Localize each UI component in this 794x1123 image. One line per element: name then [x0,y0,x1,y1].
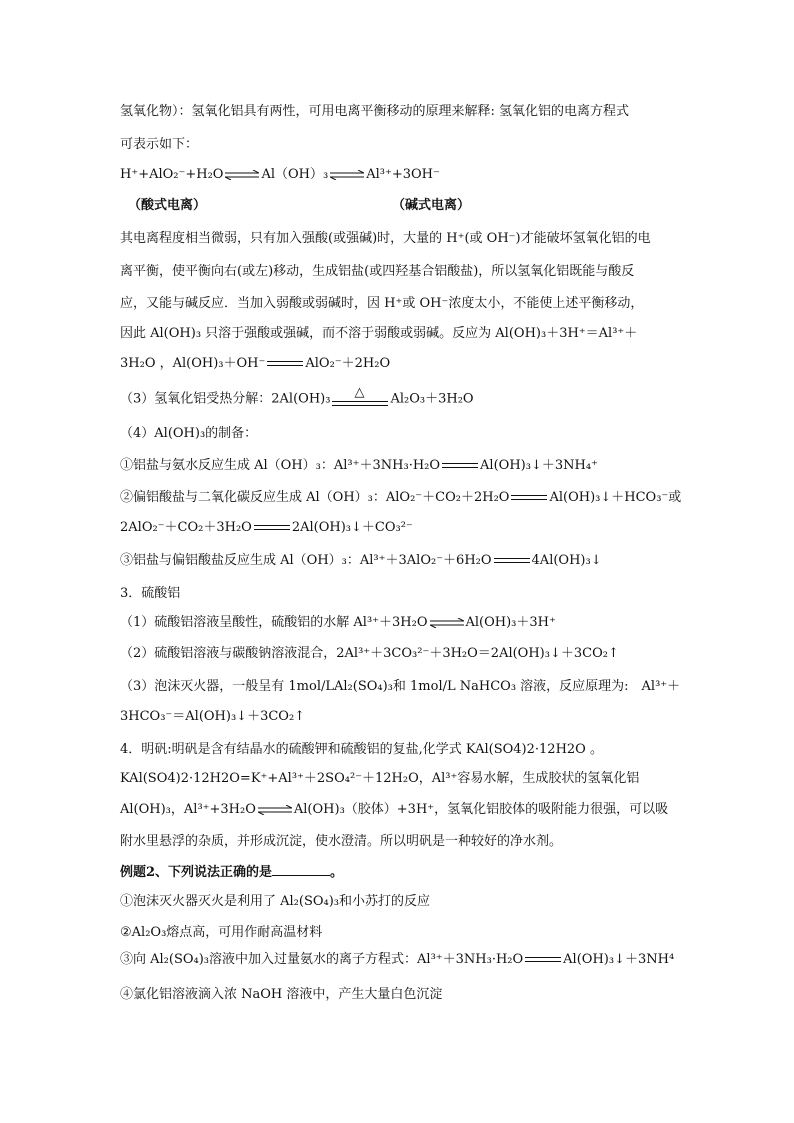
text-line: 其电离程度相当微弱，只有加入强酸(或强碱)时，大量的 H⁺(或 OH⁻)才能破坏氢氧化铝的电 [120,231,651,246]
reversible-arrow-icon [330,170,364,180]
option-item: ①泡沫灭火器灭火是利用了 Al₂(SO₄)₃和小苏打的反应 [120,894,431,909]
option-item: ④氯化铝溶液滴入浓 NaOH 溶液中，产生大量白色沉淀 [120,987,443,1002]
reversible-arrow-icon [225,170,259,180]
base-ionization-label: （碱式电离） [392,198,471,213]
text-line: 应，又能与碱反应．当加入弱酸或弱碱时，因 H⁺或 OH⁻浓度太小，不能使上述平衡移动， [120,296,644,311]
text-line: KAl(SO4)2·12H2O=K⁺+Al³⁺＋2SO₄²⁻＋12H₂O，Al³⁺容易水解，生成胶状的氢氧化铝 [120,771,640,786]
heating-equals-icon: △ [332,388,388,410]
text-line: （3）泡沫灭火器，一般呈有 1mol/LAl₂(SO₄)₃和 1mol/L NaHCO₃ 溶液，反应原理为: Al³⁺＋ [120,679,681,694]
text-line: （4）Al(OH)₃的制备： [120,426,258,441]
option-item: ②Al₂O₃熔点高，可用作耐高温材料 [120,925,323,940]
option-item: ③向 Al₂(SO₄)₃溶液中加入过量氨水的离子方程式：Al³⁺＋3NH₃·H₂O Al(OH)₃↓＋3NH⁴ [120,952,675,967]
reversible-arrow-icon [430,618,464,628]
section-heading: 3．硫酸铝 [120,586,181,601]
reaction-line: ②偏铝酸盐与二氧化碳反应生成 Al（OH）₃：AlO₂⁻＋CO₂＋2H₂O Al(OH)₃↓＋HCO₃⁻或 [120,490,682,505]
equals-sign-icon [494,556,530,566]
text-line: 3HCO₃⁻＝Al(OH)₃↓＋3CO₂↑ [120,709,306,724]
reaction-line: ①铝盐与氨水反应生成 Al（OH）₃：Al³⁺＋3NH₃·H₂O Al(OH)₃↓＋3NH₄⁺ [120,458,598,473]
text-line: 因此 Al(OH)₃ 只溶于强酸或强碱，而不溶于弱酸或弱碱。反应为 Al(OH)₃＋3H⁺＝Al³⁺＋ [120,326,638,341]
text-line: 离平衡，使平衡向右(或左)移动，生成铝盐(或四羟基合铝酸盐)，所以氢氧化铝既能与酸反 [120,264,635,279]
reaction-line: 3H₂O ，Al(OH)₃＋OH⁻ AlO₂⁻＋2H₂O [120,356,391,371]
example-question: 例题2、下列说法正确的是 。 [120,865,344,880]
reaction-line: 2AlO₂⁻＋CO₂＋3H₂O 2Al(OH)₃↓＋CO₃²⁻ [120,520,413,535]
section-heading: 4．明矾:明矾是含有结晶水的硫酸钾和硫酸铝的复盐,化学式 KAl(SO4)2·12H2O 。 [120,742,603,757]
text-line: 可表示如下： [120,137,199,152]
reaction-line: ③铝盐与偏铝酸盐反应生成 Al（OH）₃：Al³⁺＋3AlO₂⁻＋6H₂O 4Al(OH)₃↓ [120,553,602,568]
reaction-line: Al(OH)₃，Al³⁺+3H₂O Al(OH)₃（胶体）+3H⁺，氢氧化铝胶体的吸附能力很强，可以吸 [120,802,669,817]
equals-sign-icon [442,461,478,471]
reaction-line: （1）硫酸铝溶液呈酸性，硫酸铝的水解 Al³⁺＋3H₂O Al(OH)₃＋3H⁺ [120,615,556,630]
text-line: 附水里悬浮的杂质，并形成沉淀，使水澄清。所以明矾是一种较好的净水剂。 [120,834,563,849]
equals-sign-icon [267,359,303,369]
decomposition-line: （3）氢氧化铝受热分解：2Al(OH)₃ △ Al₂O₃＋3H₂O [120,388,680,410]
text-line: 氢氧化物）：氢氧化铝具有两性，可用电离平衡移动的原理来解释: 氢氧化铝的电离方程式 [120,104,630,119]
acid-ionization-label: （酸式电离） [128,198,207,213]
reversible-arrow-icon [258,805,292,815]
equals-sign-icon [254,523,290,533]
answer-blank[interactable] [272,863,330,876]
equals-sign-icon [511,493,547,503]
equals-sign-icon [525,955,561,965]
text-line: （2）硫酸铝溶液与碳酸钠溶液混合，2Al³⁺＋3CO₃²⁻＋3H₂O＝2Al(OH)₃↓＋3CO₂↑ [120,646,619,661]
ionization-equation: H⁺+AlO₂⁻+H₂O Al（OH）₃ Al³⁺+3OH⁻ [120,167,440,182]
